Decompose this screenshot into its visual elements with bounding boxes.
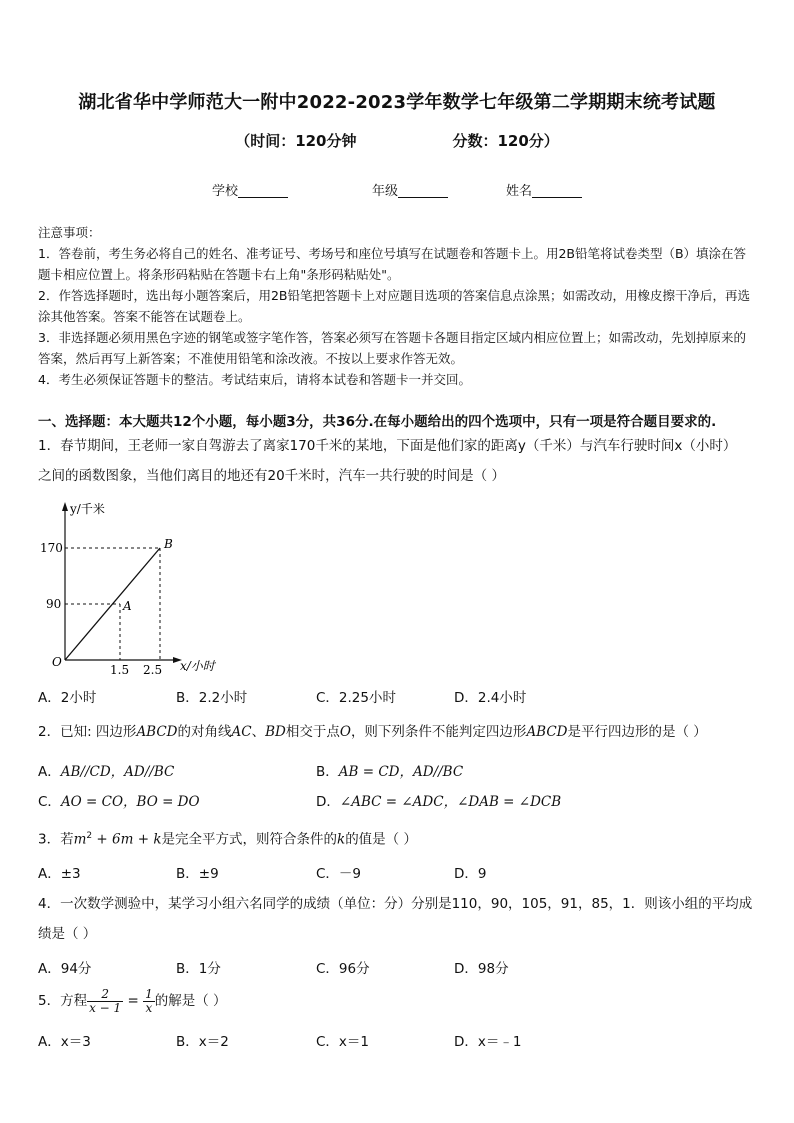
q1-stem-line1: 1．春节期间，王老师一家自驾游去了离家170千米的某地，下面是他们家的距离y（千米）与汽车行驶时间x（小时） <box>38 438 737 454</box>
notice-item: 3．非选择题必须用黑色字迹的钢笔或签字笔作答，答案必须写在答题卡各题目指定区域内相应位置上；如需改动，先划掉原来的答案，然后再写上新答案；不准使用铅笔和涂改液。不按以上要求作答无效。 <box>38 330 746 366</box>
q2-stem-text: ，则下列条件不能判定四边形 <box>350 724 527 740</box>
q5-stem <box>38 986 227 1016</box>
q5-fraction-left <box>87 988 123 1015</box>
q3-math: m <box>73 831 87 848</box>
q2-stem-text: 是平行四边形的是（ ） <box>567 724 707 740</box>
fraction-denominator: x − 1 <box>89 1000 122 1015</box>
q3-stem-text: 3．若 <box>38 831 74 848</box>
q5-option-d[interactable]: D．x＝﹣1 <box>454 1034 522 1050</box>
notice-item: 2．作答选择题时，选出每小题答案后，用2B铅笔把答题卡上对应题目选项的答案信息点涂黑；如需改动，用橡皮擦干净后，再选涂其他答案。答案不能答在试题卷上。 <box>38 288 750 324</box>
q2-math: ABCD <box>526 724 568 740</box>
q2-math: BD <box>265 724 286 740</box>
q2-stem-text: 、 <box>251 724 266 740</box>
x-tick-2.5: 2.5 <box>143 663 163 677</box>
y-axis-arrow <box>62 502 68 511</box>
q5-option-a[interactable]: A．x＝3 <box>38 1034 91 1050</box>
x-tick-1.5: 1.5 <box>110 663 130 677</box>
q3-option-a[interactable]: A．±3 <box>38 866 81 882</box>
q3-exponent: 2 <box>86 831 93 841</box>
option-label: C． <box>38 794 61 810</box>
q1-option-a[interactable]: A．2小时 <box>38 690 97 706</box>
q3-math: k <box>337 831 346 848</box>
option-label: A． <box>38 764 61 780</box>
q2-stem-text: 2．已知: 四边形 <box>38 724 137 740</box>
name-blank[interactable] <box>532 183 582 198</box>
school-blank[interactable] <box>238 183 288 198</box>
section-heading: 一、选择题：本大题共12个小题，每小题3分，共36分.在每小题给出的四个选项中，只有一项是符合题目要求的. <box>38 414 717 430</box>
q2-option-b[interactable] <box>316 760 463 780</box>
q2-stem <box>38 722 707 742</box>
option-label: B． <box>316 764 339 780</box>
notice-item: 4．考生必须保证答题卡的整洁。考试结束后，请将本试卷和答题卡一并交回。 <box>38 372 471 387</box>
option-math: AB = CD，AD//BC <box>338 764 464 780</box>
q5-stem-text: 的解是（ ） <box>154 993 227 1009</box>
point-a-label: A <box>123 599 132 613</box>
q2-math: ABCD <box>136 724 178 740</box>
grade-blank[interactable] <box>398 183 448 198</box>
q2-option-c[interactable] <box>38 790 200 810</box>
name-label: 姓名 <box>506 184 533 199</box>
grade-field[interactable] <box>372 180 448 199</box>
q2-option-a[interactable] <box>38 760 174 780</box>
q3-stem <box>38 826 417 850</box>
q1-function-graph <box>36 498 236 682</box>
school-label: 学校 <box>212 184 239 199</box>
q1-option-d[interactable]: D．2.4小时 <box>454 690 527 706</box>
q4-option-a[interactable]: A．94分 <box>38 961 92 977</box>
exam-meta <box>0 130 794 151</box>
school-field[interactable] <box>212 180 288 199</box>
q5-equals: = <box>123 993 144 1009</box>
q1-option-b[interactable]: B．2.2小时 <box>176 690 248 706</box>
fraction-denominator: x <box>145 1000 153 1015</box>
fraction-numerator: 2 <box>87 988 123 1002</box>
origin-label: O <box>52 655 62 669</box>
name-field[interactable] <box>506 180 582 199</box>
point-b-label: B <box>164 537 173 551</box>
q4-stem-line2: 绩是（ ） <box>38 926 97 942</box>
q2-option-d[interactable] <box>316 790 561 810</box>
q3-stem-text: 是完全平方式，则符合条件的 <box>161 831 337 848</box>
option-math: AB//CD，AD//BC <box>60 764 175 780</box>
option-math: AO = CO，BO = DO <box>60 794 200 810</box>
q1-option-c[interactable]: C．2.25小时 <box>316 690 396 706</box>
exam-score: 分数：120分） <box>452 132 559 150</box>
notice-item: 1．答卷前，考生务必将自己的姓名、准考证号、考场号和座位号填写在试题卷和答题卡上。用2B铅笔将试卷类型（B）填涂在答题卡相应位置上。将条形码粘贴在答题卡右上角"条形码粘贴处"。 <box>38 246 747 282</box>
q4-stem-line1: 4．一次数学测验中，某学习小组六名同学的成绩（单位：分）分别是110，90，105，91，85，1．则该小组的平均成 <box>38 896 753 912</box>
q3-option-c[interactable]: C．－9 <box>316 866 362 882</box>
q2-stem-text: 的对角线 <box>177 724 232 740</box>
q4-option-d[interactable]: D．98分 <box>454 961 509 977</box>
fraction-numerator: 1 <box>145 986 153 1001</box>
grade-label: 年级 <box>372 184 399 199</box>
q2-math: O <box>339 724 351 740</box>
q1-stem-line2: 之间的函数图象，当他们离目的地还有20千米时，汽车一共行驶的时间是（ ） <box>38 468 505 484</box>
option-math: ∠ABC = ∠ADC，∠DAB = ∠DCB <box>339 794 562 810</box>
q5-option-c[interactable]: C．x＝1 <box>316 1034 370 1050</box>
y-tick-90: 90 <box>46 597 62 611</box>
q5-stem-text: 5．方程 <box>38 993 88 1009</box>
q4-option-b[interactable]: B．1分 <box>176 961 221 977</box>
q5-option-b[interactable]: B．x＝2 <box>176 1034 229 1050</box>
q3-stem-text: 的值是（ ） <box>345 831 417 848</box>
q2-math: AC <box>231 724 252 740</box>
y-axis-label: y/千米 <box>70 502 105 516</box>
q3-option-d[interactable]: D．9 <box>454 866 487 882</box>
x-axis-label: x/小时 <box>180 659 215 673</box>
q5-fraction-right <box>143 988 155 1015</box>
option-label: D． <box>316 794 340 810</box>
q3-math: + 6m + k <box>92 831 162 848</box>
page-title: 湖北省华中学师范大一附中2022-2023学年数学七年级第二学期期末统考试题 <box>78 92 716 113</box>
q4-option-c[interactable]: C．96分 <box>316 961 370 977</box>
notice-block <box>38 222 756 390</box>
q2-stem-text: 相交于点 <box>285 724 340 740</box>
q3-option-b[interactable]: B．±9 <box>176 866 219 882</box>
exam-time: （时间：120分钟 <box>235 132 357 150</box>
y-tick-170: 170 <box>40 541 63 555</box>
notice-heading: 注意事项： <box>38 225 101 240</box>
